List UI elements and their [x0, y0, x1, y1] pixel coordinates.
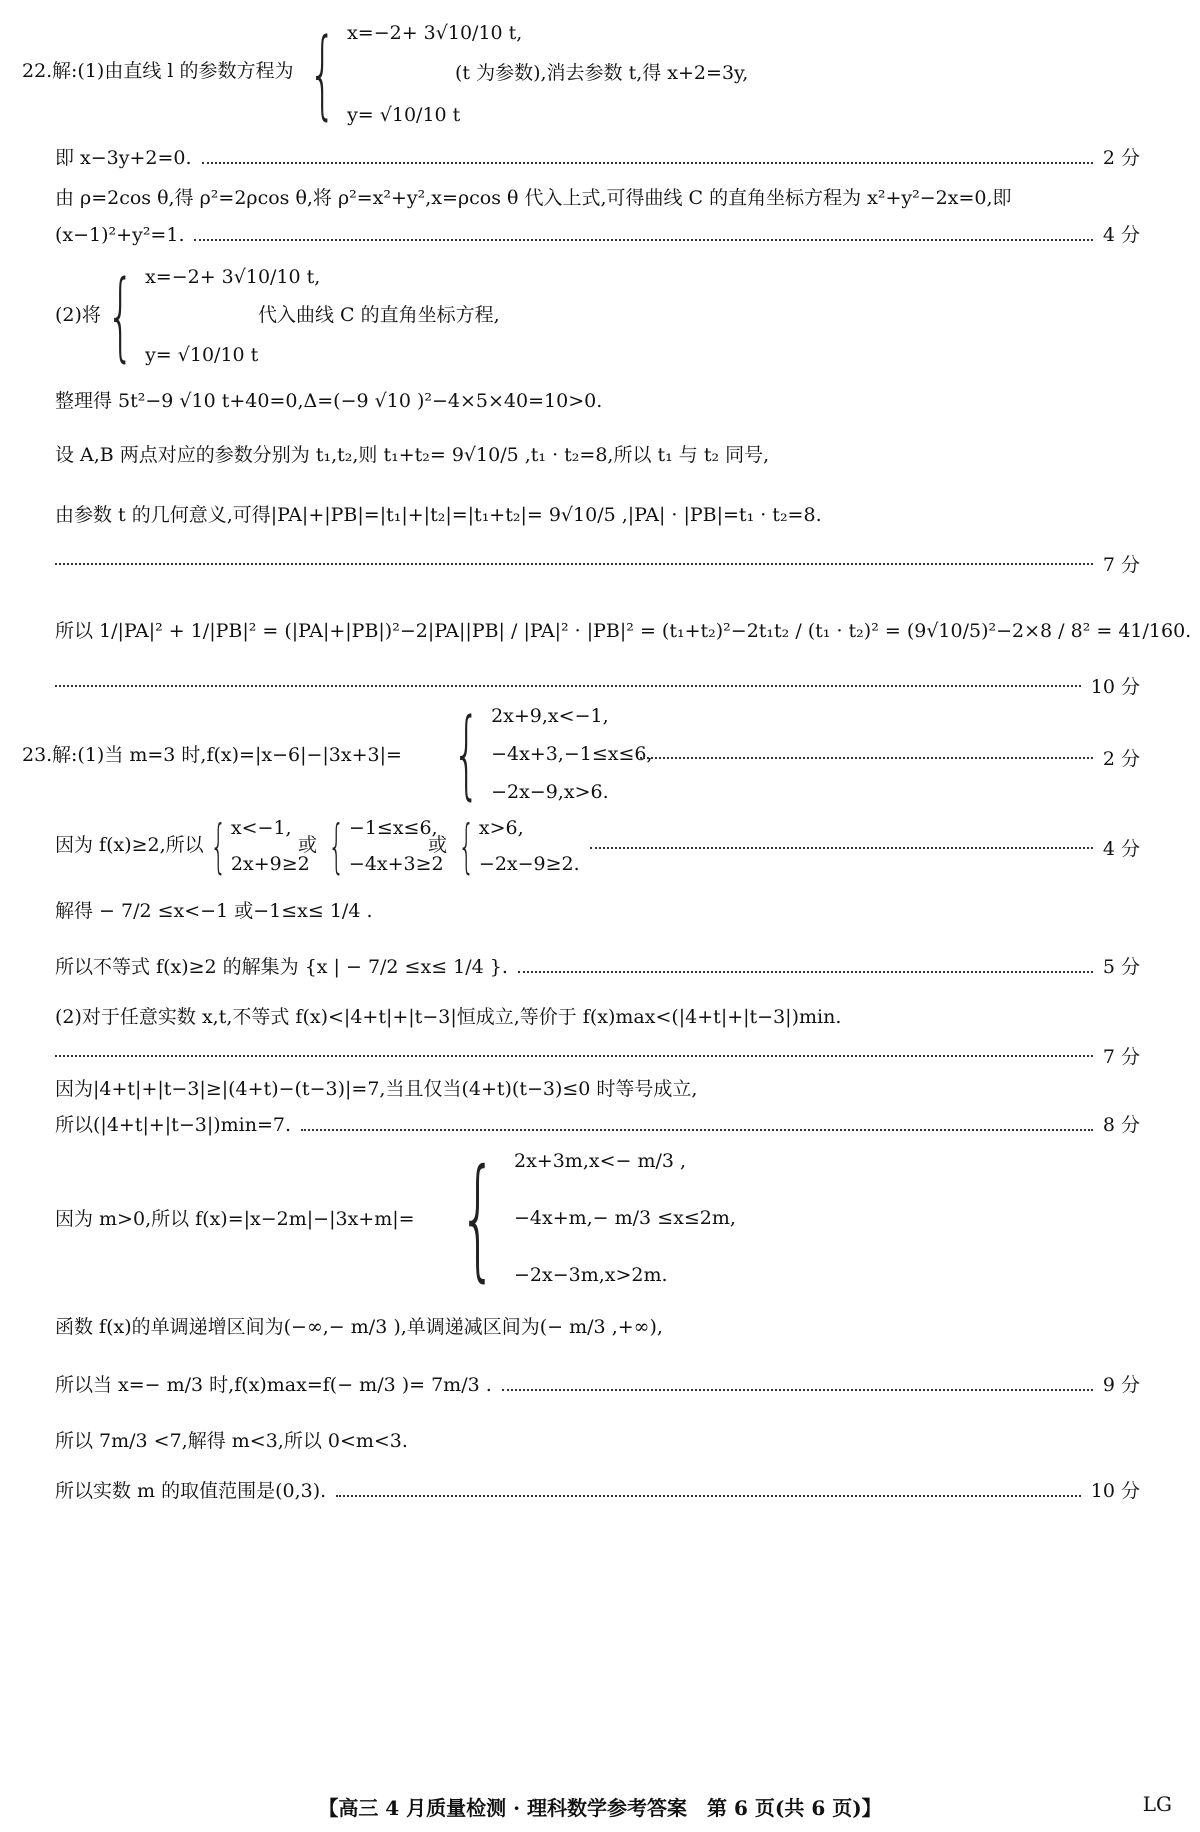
dotted-leader [55, 1055, 1093, 1057]
left-brace-icon: { [106, 260, 135, 372]
p22-score-7: 7 分 [1102, 554, 1140, 576]
p22-part2-lead: (2)将 [55, 304, 101, 326]
p23-system-b [318, 812, 444, 880]
left-brace-icon: { [308, 18, 337, 130]
p23-score-row-4 [590, 834, 1140, 861]
p23-system-c-rows [479, 817, 580, 875]
p23-line11: 所以 7m/3 <7,解得 m<3,所以 0<m<3. [55, 1430, 408, 1452]
p23-line4-text: 所以不等式 f(x)≥2 的解集为 {x | − 7/2 ≤x≤ 1/4 }. [55, 956, 508, 978]
p22-param-note: (t 为参数),消去参数 t,得 x+2=3y, [455, 62, 749, 84]
dotted-leader [194, 239, 1092, 241]
p23-sys-c1: x>6, [478, 817, 524, 839]
p22-score-10: 10 分 [1090, 676, 1140, 698]
p23-line10-text: 所以当 x=− m/3 时,f(x)max=f(− m/3 )= 7m/3 . [55, 1374, 492, 1396]
p22-line3-text: (x−1)²+y²=1. [55, 224, 185, 246]
p22-part2-x: x=−2+ 3√10/10 t, [145, 266, 321, 288]
p23-or-1: 或 [298, 834, 318, 856]
p22-param-x: x=−2+ 3√10/10 t, [347, 22, 523, 44]
left-brace-icon: { [328, 812, 345, 880]
left-brace-icon: { [459, 1141, 497, 1295]
p23-or-2: 或 [428, 834, 448, 856]
p22-part2-y: y= √10/10 t [145, 344, 259, 366]
p23-line5: (2)对于任意实数 x,t,不等式 f(x)<|4+t|+|t−3|恒成立,等价于 f(x)max<(|4+t|+|t−3|)min. [55, 1006, 842, 1028]
p23-score-row-2 [640, 744, 1140, 771]
p23-line12 [55, 1480, 1140, 1504]
p23-score-5: 5 分 [1102, 956, 1140, 978]
p23-score-8: 8 分 [1102, 1114, 1140, 1136]
p23-line3: 解得 − 7/2 ≤x<−1 或−1≤x≤ 1/4 . [55, 900, 373, 922]
p23-score-4: 4 分 [1102, 838, 1140, 860]
p22-line2: 由 ρ=2cos θ,得 ρ²=2ρcos θ,将 ρ²=x²+y²,x=ρcos θ 代入上式,可得曲线 C 的直角坐标方程为 x²+y²−2x=0,即 [55, 187, 1012, 209]
p22-line5: 设 A,B 两点对应的参数分别为 t₁,t₂,则 t₁+t₂= 9√10/5 ,t₁ · t₂=8,所以 t₁ 与 t₂ 同号, [55, 444, 770, 466]
p22-line1-text: 即 x−3y+2=0. [55, 147, 192, 169]
p23-mcase3: −2x−3m,x>2m. [513, 1264, 668, 1286]
p23-system-c [448, 812, 580, 880]
p23-line2-lead: 因为 f(x)≥2,所以 [55, 834, 204, 856]
p23-score-row-7 [55, 1042, 1140, 1069]
p23-line1: 解:(1)当 m=3 时,f(x)=|x−6|−|3x+3|= [52, 744, 402, 766]
p23-sys-b1: −1≤x≤6, [348, 817, 438, 839]
p23-system-a [200, 812, 310, 880]
p22-param-y: y= √10/10 t [347, 104, 461, 126]
p22-line1 [55, 147, 1140, 171]
problem-22-number: 22. [22, 60, 53, 82]
p23-sys-b2: −4x+3≥2 [348, 853, 444, 875]
p23-sys-a1: x<−1, [230, 817, 292, 839]
p23-case1: 2x+9,x<−1, [491, 705, 609, 727]
dotted-leader [640, 757, 1093, 759]
dotted-leader [336, 1495, 1081, 1497]
p22-score-row-7 [55, 550, 1140, 577]
left-brace-icon: { [452, 698, 481, 810]
p22-line4: 整理得 5t²−9 √10 t+40=0,Δ=(−9 √10 )²−4×5×40=10>0. [55, 390, 603, 412]
p23-score-9: 9 分 [1102, 1374, 1140, 1396]
problem-23-number: 23. [22, 744, 53, 766]
p23-score-2: 2 分 [1102, 748, 1140, 770]
p23-sys-a2: 2x+9≥2 [230, 853, 310, 875]
dotted-leader [55, 685, 1081, 687]
dotted-leader [55, 563, 1093, 565]
p22-line3 [55, 224, 1140, 248]
p23-line8-lead: 因为 m>0,所以 f(x)=|x−2m|−|3x+m|= [55, 1208, 415, 1230]
p23-m-piecewise [436, 1141, 736, 1295]
p23-line4 [55, 956, 1140, 980]
dotted-leader [202, 162, 1093, 164]
p22-score-2: 2 分 [1102, 147, 1140, 169]
p23-case2: −4x+3,−1≤x≤6, [491, 743, 653, 765]
p23-score-10: 10 分 [1090, 1480, 1140, 1502]
p23-m-piecewise-rows [514, 1150, 736, 1286]
p22-line6: 由参数 t 的几何意义,可得|PA|+|PB|=|t₁|+|t₂|=|t₁+t₂|= 9√10/5 ,|PA| · |PB|=t₁ · t₂=8. [55, 504, 822, 526]
p23-piecewise [436, 698, 653, 810]
p23-line7 [55, 1114, 1140, 1138]
dotted-leader [502, 1389, 1093, 1391]
page-footer: 【高三 4 月质量检测 · 理科数学参考答案 第 6 页(共 6 页)】 [318, 1796, 882, 1820]
p23-line9: 函数 f(x)的单调递增区间为(−∞,− m/3 ),单调递减区间为(− m/3 ,+∞), [55, 1316, 663, 1338]
p23-line6: 因为|4+t|+|t−3|≥|(4+t)−(t−3)|=7,当且仅当(4+t)(t−3)≤0 时等号成立, [55, 1078, 698, 1100]
left-brace-icon: { [210, 812, 227, 880]
p22-score-row-10 [55, 672, 1140, 699]
p23-mcase1: 2x+3m,x<− m/3 , [513, 1150, 687, 1172]
p23-piecewise-rows [491, 705, 652, 803]
p23-sys-c2: −2x−9≥2. [478, 853, 580, 875]
dotted-leader [590, 847, 1093, 849]
dotted-leader [301, 1129, 1093, 1131]
p22-line7: 所以 1/|PA|² + 1/|PB|² = (|PA|+|PB|)²−2|PA||PB| / |PA|² · |PB|² = (t₁+t₂)²−2t₁t₂ / (t₁ · t₂)² = (9√10/5)²−2×8 / 8² = 41/160. [55, 620, 1192, 642]
p22-part2-tail: 代入曲线 C 的直角坐标方程, [258, 304, 500, 326]
footer-code: LG [1142, 1792, 1172, 1816]
left-brace-icon: { [458, 812, 475, 880]
p23-mcase2: −4x+m,− m/3 ≤x≤2m, [513, 1207, 736, 1229]
dotted-leader [518, 971, 1093, 973]
p23-line12-text: 所以实数 m 的取值范围是(0,3). [55, 1480, 327, 1502]
p23-line7-text: 所以(|4+t|+|t−3|)min=7. [55, 1114, 292, 1136]
p22-score-4: 4 分 [1102, 224, 1140, 246]
p23-line10 [55, 1374, 1140, 1398]
p23-score-7: 7 分 [1102, 1046, 1140, 1068]
p22-intro-text: 解:(1)由直线 l 的参数方程为 [52, 60, 294, 82]
p23-case3: −2x−9,x>6. [491, 781, 609, 803]
